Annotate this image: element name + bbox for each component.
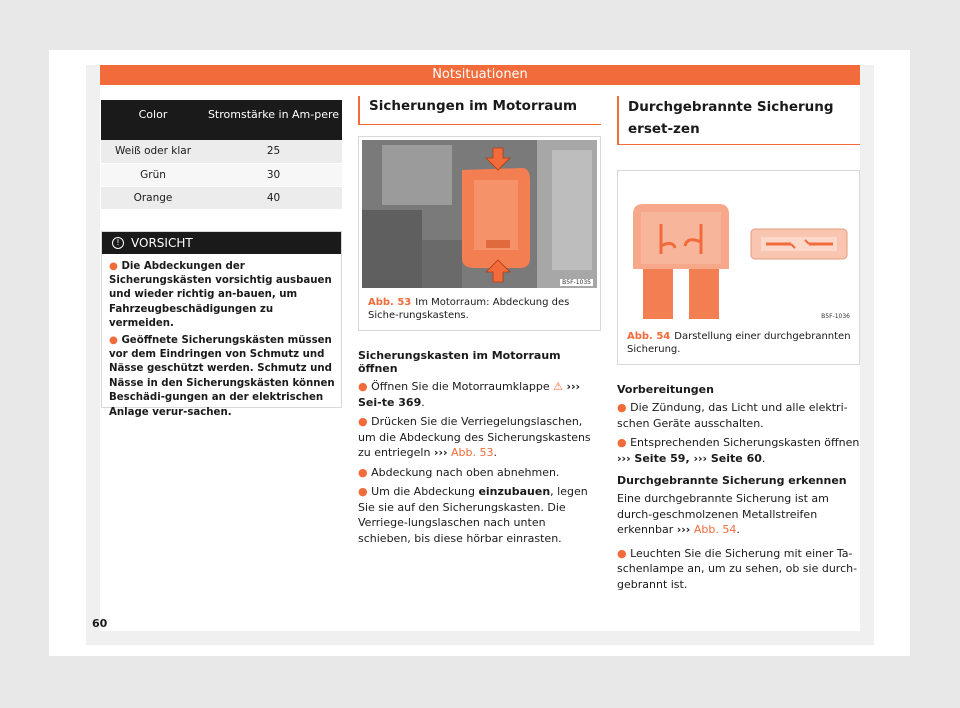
column-left	[101, 100, 342, 418]
figure-caption: Abb. 54 Darstellung einer durchgebrannten Sicherung.	[627, 331, 851, 355]
list-item: ● Abdeckung nach oben abnehmen.	[358, 465, 560, 479]
figure-caption: Abb. 53 Im Motorraum: Abdeckung des Siche-rungskastens.	[368, 297, 570, 321]
table-row	[101, 186, 342, 209]
figure-code: B5F-1035	[562, 279, 591, 286]
list-item: ● Die Zündung, das Licht und alle elektri-schen Geräte ausschalten.	[617, 401, 848, 430]
engine-bay-illustration	[362, 140, 597, 288]
instructions	[358, 379, 601, 546]
info-circle-icon: !	[112, 237, 124, 249]
bullet-icon: ●	[617, 436, 631, 449]
list-item: ● Entsprechenden Sicherungskasten öffnen ››› Seite 59, ››› Seite 60.	[617, 436, 860, 465]
detection-text: Eine durchgebrannte Sicherung ist am durch-geschmolzenen Metallstreifen erkennbar ››› Abb. 54. ● Leuchten Sie die Sicherung mit einer Ta-schenlampe an, um zu sehen, ob sie durch-gebrannt ist.	[617, 491, 860, 592]
bullet-icon: ●	[617, 546, 631, 560]
bullet-icon: ●	[358, 465, 372, 479]
page-reference[interactable]: ››› Seite 59, ››› Seite 60	[617, 451, 762, 465]
list-item: ● Leuchten Sie die Sicherung mit einer Ta-schenlampe an, um zu sehen, ob sie durch-gebrannt ist.	[617, 546, 858, 591]
caution-item: ● Geöffnete Sicherungskästen müssen vor dem Eindringen von Schmutz und Nässe geschützt werden. Schmutz und Nässe in den Sicherungskästen können Beschädi-gungen an der elektrischen Anlage verur-sachen.	[109, 334, 335, 418]
figure-link[interactable]: Abb. 53	[451, 446, 494, 459]
caution-item: ● Die Abdeckungen der Sicherungskästen vorsichtig ausbauen und wieder richtig an-bauen, um Fahrzeugbeschädigungen zu vermeiden.	[109, 260, 332, 330]
table-row	[101, 140, 342, 163]
bullet-icon: ●	[109, 334, 122, 346]
margin-strip-bottom	[86, 631, 874, 645]
bullet-icon: ●	[358, 380, 372, 393]
list-item: ● Drücken Sie die Verriegelungslaschen, um die Abdeckung des Sicherungskastens zu entriegeln ››› Abb. 53.	[358, 415, 591, 459]
figure-54	[617, 170, 860, 365]
bullet-icon: ●	[358, 415, 372, 428]
section-heading: Sicherungen im Motorraum	[358, 96, 601, 125]
figure-label: Abb. 54	[627, 331, 671, 342]
list-item: ● Öffnen Sie die Motorraumklappe ⚠ ››› Sei-te 369.	[358, 380, 581, 409]
section-heading: Durchgebrannte Sicherung erset-zen	[617, 96, 860, 145]
figure-code: B5F-1036	[821, 313, 850, 320]
table-cell: Orange	[101, 186, 205, 209]
bullet-icon: ●	[358, 485, 372, 498]
figure-53	[358, 136, 601, 331]
table-cell: Grün	[101, 163, 205, 186]
table-cell: 25	[205, 140, 342, 163]
subheading: Vorbereitungen	[617, 383, 714, 396]
engine-bay-photo	[362, 140, 597, 288]
margin-strip-right	[860, 65, 874, 631]
section-header: Notsituationen	[100, 65, 860, 85]
figure-link[interactable]: Abb. 54	[693, 523, 737, 536]
fuse-illustration	[621, 174, 856, 322]
caution-box	[101, 231, 342, 418]
figure-label: Abb. 53	[368, 297, 412, 308]
fuse-color-table	[101, 100, 342, 210]
page-reference[interactable]: ››› Sei-te 369	[358, 380, 581, 409]
subheading: Sicherungskasten im Motorraum öffnen	[358, 349, 561, 375]
margin-strip-left	[86, 65, 100, 631]
caution-header	[102, 232, 341, 254]
list-item: ● Um die Abdeckung einzubauen, legen Sie sie auf den Sicherungskasten. Die Verriege-lungslaschen nach unten schieben, bis diese hörbar einrasten.	[358, 485, 588, 545]
table-row	[101, 163, 342, 186]
preparation-list	[617, 400, 860, 466]
page-number: 60	[92, 617, 108, 630]
bullet-icon: ●	[109, 260, 122, 272]
caution-body	[102, 254, 341, 420]
warning-triangle-icon: ⚠	[553, 380, 563, 393]
table-cell: 30	[205, 163, 342, 186]
blown-fuse-drawing	[621, 174, 856, 322]
subheading: Durchgebrannte Sicherung erkennen	[617, 474, 847, 487]
bullet-icon: ●	[617, 401, 631, 414]
caution-title: VORSICHT	[131, 235, 193, 250]
table-cell: 40	[205, 186, 342, 209]
column-right	[617, 96, 860, 596]
table-header-color: Color	[101, 100, 205, 140]
table-cell: Weiß oder klar	[101, 140, 205, 163]
column-middle	[358, 96, 601, 550]
table-header-amperage: Stromstärke in Am-pere	[205, 100, 342, 140]
